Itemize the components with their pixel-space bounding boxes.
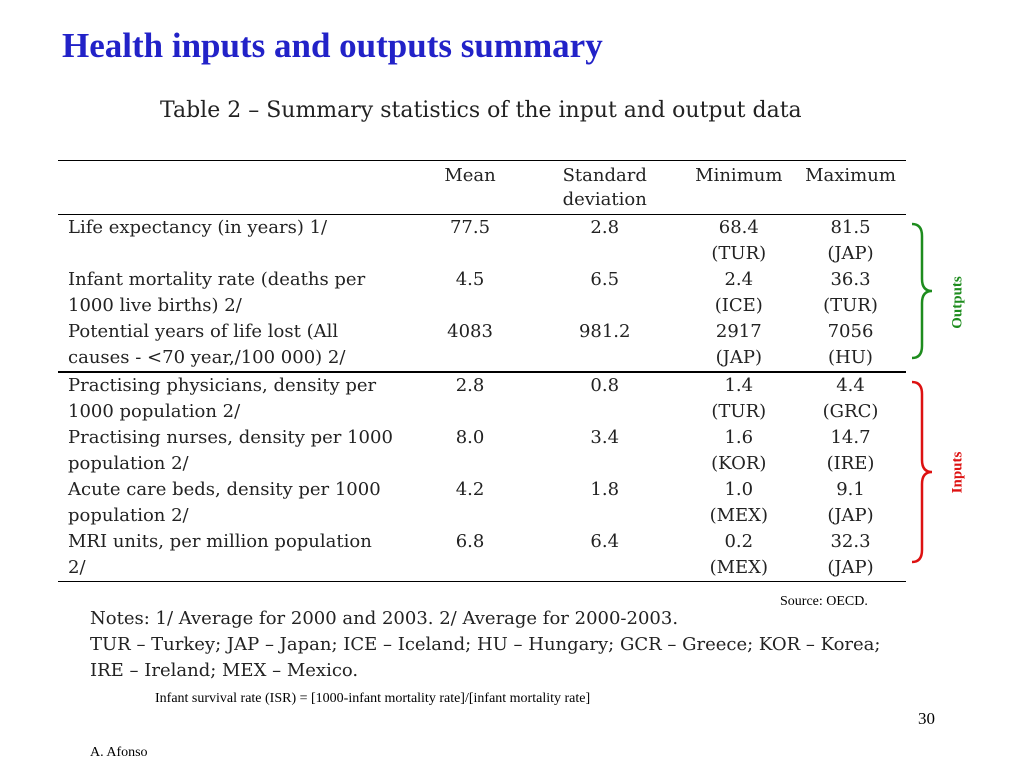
- cell-mean: 77.5: [449, 217, 491, 238]
- cell-minimum: [683, 319, 795, 372]
- row-label: [58, 372, 413, 425]
- cell-minimum: [683, 477, 795, 529]
- cell-mean: 4083: [447, 321, 493, 342]
- table-row: [58, 425, 906, 477]
- row-label: [58, 267, 413, 319]
- notes-line-3: IRE – Ireland; MEX – Mexico.: [90, 660, 359, 681]
- cell-minimum: [683, 372, 795, 425]
- minimum-country: (TUR): [711, 243, 767, 264]
- table-header-row: [58, 161, 906, 215]
- maximum-value: 36.3: [830, 269, 871, 290]
- row-label-line-1: Life expectancy (in years) 1/: [68, 217, 328, 238]
- maximum-value: 9.1: [836, 479, 865, 500]
- cell-mean: 4.2: [455, 479, 485, 500]
- isr-formula: Infant survival rate (ISR) = [1000-infant mortality rate]/[infant mortality rate]: [155, 691, 591, 706]
- row-label-line-2: 2/: [68, 557, 86, 578]
- page-number: 30: [918, 709, 935, 728]
- minimum-value: 0.2: [724, 531, 754, 552]
- row-label-line-2: causes - <70 year,/100 000) 2/: [68, 347, 346, 368]
- maximum-country: (TUR): [823, 295, 878, 316]
- cell-standard-deviation: 1.8: [590, 479, 620, 500]
- table-body: [58, 215, 906, 582]
- minimum-country: (JAP): [715, 347, 762, 368]
- row-label-line-1: Acute care beds, density per 1000: [68, 479, 381, 500]
- maximum-country: (JAP): [827, 505, 874, 526]
- header-maximum: Maximum: [795, 161, 906, 215]
- maximum-country: (HU): [828, 347, 873, 368]
- maximum-country: (JAP): [827, 557, 874, 578]
- row-label-line-1: Practising nurses, density per 1000: [68, 427, 393, 448]
- cell-standard-deviation: 6.4: [527, 529, 683, 582]
- minimum-value: 1.0: [724, 479, 754, 500]
- inputs-label: Inputs: [949, 451, 966, 494]
- notes-block: [90, 606, 890, 684]
- table-row: [58, 372, 906, 425]
- summary-statistics-table: [58, 160, 906, 582]
- table-row: [58, 215, 906, 268]
- cell-standard-deviation: 981.2: [578, 321, 631, 342]
- author: A. Afonso: [90, 745, 148, 760]
- cell-mean: 6.8: [413, 529, 527, 582]
- cell-maximum: [795, 319, 906, 372]
- outputs-brace: [908, 222, 936, 360]
- minimum-value: 68.4: [718, 217, 759, 238]
- header-label: [58, 161, 413, 215]
- row-label-line-2: 1000 population 2/: [68, 401, 241, 422]
- cell-maximum: [795, 215, 906, 268]
- minimum-country: (MEX): [709, 557, 769, 578]
- cell-standard-deviation: 2.8: [590, 217, 620, 238]
- outputs-label: Outputs: [949, 276, 966, 329]
- row-label: [58, 319, 413, 372]
- cell-maximum: [795, 372, 906, 425]
- cell-standard-deviation: 0.8: [527, 372, 683, 425]
- minimum-country: (MEX): [709, 505, 769, 526]
- minimum-value: 1.4: [724, 375, 754, 396]
- table-row: [58, 267, 906, 319]
- maximum-value: 81.5: [830, 217, 871, 238]
- row-label-line-2: population 2/: [68, 505, 189, 526]
- cell-maximum: [795, 425, 906, 477]
- maximum-country: (IRE): [826, 453, 875, 474]
- cell-mean: 2.8: [413, 372, 527, 425]
- header-minimum: Minimum: [683, 161, 795, 215]
- cell-maximum: [795, 267, 906, 319]
- table-row: [58, 319, 906, 372]
- row-label-line-1: Practising physicians, density per: [68, 375, 377, 396]
- cell-standard-deviation: 3.4: [590, 427, 620, 448]
- notes-line-2: TUR – Turkey; JAP – Japan; ICE – Iceland; HU – Hungary; GCR – Greece; KOR – Korea;: [90, 634, 881, 655]
- inputs-brace: [908, 380, 936, 564]
- minimum-country: (KOR): [711, 453, 767, 474]
- row-label: [58, 425, 413, 477]
- row-label-line-1: Potential years of life lost (All: [68, 321, 339, 342]
- cell-maximum: [795, 529, 906, 582]
- minimum-value: 2917: [715, 321, 762, 342]
- row-label-line-2: population 2/: [68, 453, 189, 474]
- maximum-value: 32.3: [830, 531, 871, 552]
- minimum-value: 2.4: [724, 269, 754, 290]
- minimum-value: 1.6: [724, 427, 754, 448]
- notes-line-1: Notes: 1/ Average for 2000 and 2003. 2/ Average for 2000-2003.: [90, 608, 679, 629]
- maximum-value: 4.4: [836, 375, 865, 396]
- header-mean: Mean: [413, 161, 527, 215]
- cell-mean: 8.0: [455, 427, 485, 448]
- row-label-line-1: MRI units, per million population: [68, 531, 372, 552]
- row-label: [58, 215, 413, 268]
- slide-title: Health inputs and outputs summary: [62, 26, 603, 65]
- minimum-country: (TUR): [711, 401, 767, 422]
- table-row: [58, 477, 906, 529]
- maximum-country: (GRC): [822, 401, 879, 422]
- row-label: [58, 477, 413, 529]
- maximum-value: 14.7: [830, 427, 871, 448]
- row-label-line-2: 1000 live births) 2/: [68, 295, 242, 316]
- table-caption: Table 2 – Summary statistics of the input and output data: [160, 98, 802, 123]
- cell-minimum: [683, 215, 795, 268]
- row-label-line-1: Infant mortality rate (deaths per: [68, 269, 366, 290]
- maximum-value: 7056: [827, 321, 874, 342]
- cell-minimum: [683, 529, 795, 582]
- cell-maximum: [795, 477, 906, 529]
- cell-standard-deviation: 6.5: [590, 269, 620, 290]
- header-standard-deviation: Standard deviation: [527, 161, 683, 215]
- cell-minimum: [683, 267, 795, 319]
- source-note: Source: OECD.: [780, 594, 868, 609]
- row-label: [58, 529, 413, 582]
- cell-mean: 4.5: [455, 269, 485, 290]
- row-label-line-2: [68, 241, 413, 267]
- table-row: [58, 529, 906, 582]
- maximum-country: (JAP): [827, 243, 874, 264]
- cell-minimum: [683, 425, 795, 477]
- minimum-country: (ICE): [714, 295, 763, 316]
